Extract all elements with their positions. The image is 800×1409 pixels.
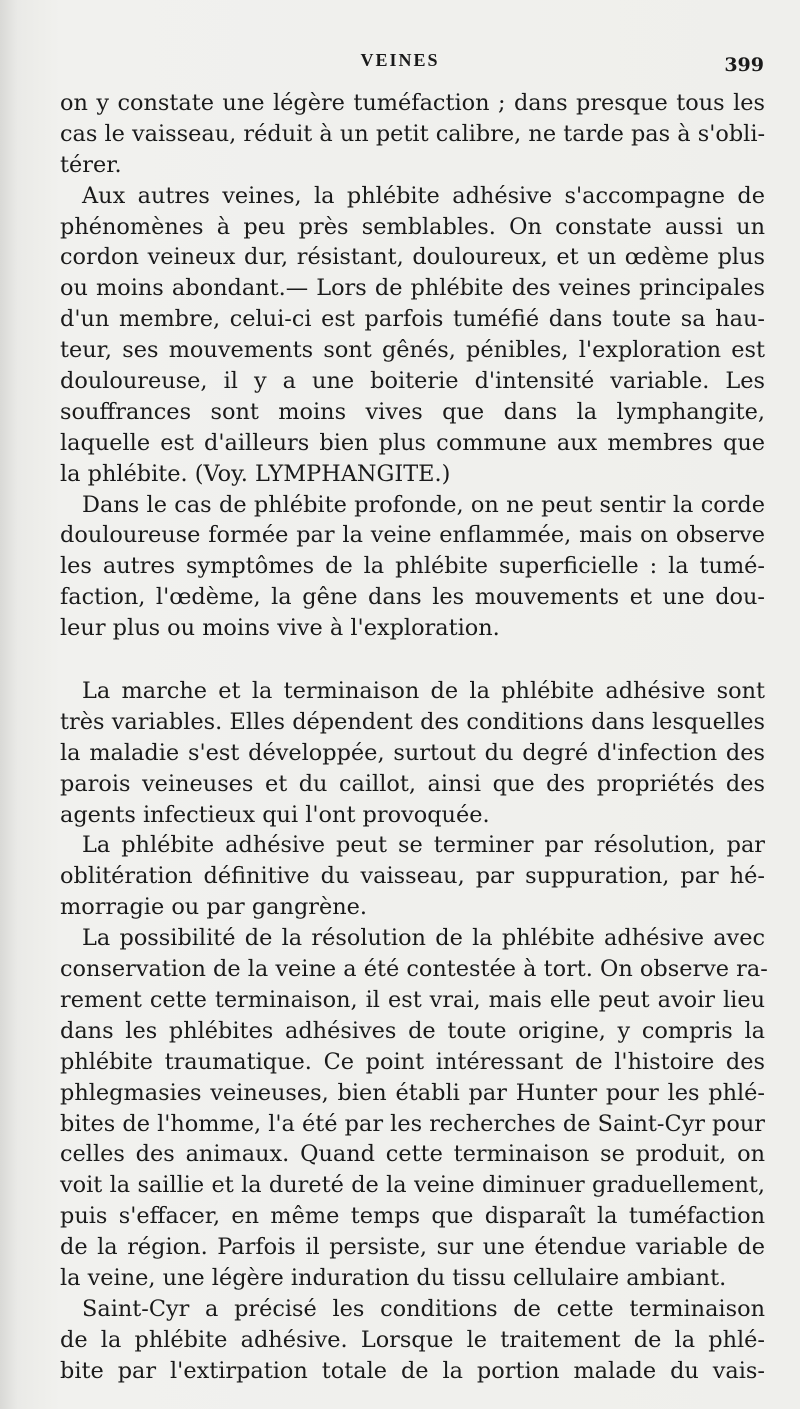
- text-line: de la région. Parfois il persiste, sur une étendue variable de: [60, 1234, 765, 1261]
- text-line: oblitération définitive du vaisseau, par suppuration, par hé-: [60, 863, 765, 890]
- text-line: dans les phlébites adhésives de toute origine, y compris la: [60, 1017, 765, 1044]
- text-line: phlébite traumatique. Ce point intéressant de l'histoire des: [60, 1048, 765, 1075]
- text-line: parois veineuses et du caillot, ainsi que des propriétés des: [60, 770, 765, 797]
- text-line: d'un membre, celui-ci est parfois tuméfié dans toute sa hau-: [60, 306, 765, 333]
- text-line: La possibilité de la résolution de la phlébite adhésive avec: [82, 925, 765, 952]
- text-line: La marche et la terminaison de la phlébite adhésive sont: [82, 678, 765, 705]
- text-line: Saint-Cyr a précisé les conditions de cette terminaison: [82, 1295, 765, 1322]
- paragraph: [60, 490, 765, 644]
- text-line: les autres symptômes de la phlébite superficielle : la tumé-: [60, 553, 765, 580]
- text-line: souffrances sont moins vives que dans la lymphangite,: [60, 398, 765, 425]
- paragraph: [60, 830, 765, 923]
- paragraph-gap: [60, 644, 765, 676]
- text-line: douloureuse formée par la veine enflammée, mais on observe: [60, 522, 765, 549]
- text-line: Aux autres veines, la phlébite adhésive s'accompagne de: [82, 182, 765, 209]
- text-line: térer.: [60, 151, 122, 178]
- text-line: la veine, une légère induration du tissu cellulaire ambiant.: [60, 1264, 727, 1291]
- text-line: agents infectieux qui l'ont provoquée.: [60, 801, 490, 828]
- text-line: très variables. Elles dépendent des conditions dans lesquelles: [60, 708, 765, 735]
- text-line: la phlébite. (Voy. LYMPHANGITE.): [60, 460, 451, 487]
- text-line: cordon veineux dur, résistant, douloureux, et un œdème plus: [60, 244, 765, 271]
- text-line: La phlébite adhésive peut se terminer par résolution, par: [82, 832, 765, 859]
- text-line: ou moins abondant.— Lors de phlébite des veines principales: [60, 275, 765, 302]
- text-line: celles des animaux. Quand cette terminaison se produit, on: [60, 1141, 765, 1168]
- paragraph: [60, 88, 765, 181]
- text-line: faction, l'œdème, la gêne dans les mouvements et une dou-: [60, 584, 765, 611]
- text-line: bite par l'extirpation totale de la portion malade du vais-: [60, 1357, 765, 1384]
- text-line: leur plus ou moins vive à l'exploration.: [60, 615, 500, 642]
- text-line: douloureuse, il y a une boiterie d'intensité variable. Les: [60, 368, 765, 395]
- paragraph: [60, 676, 765, 830]
- paragraph: [60, 923, 768, 1294]
- text-line: bites de l'homme, l'a été par les recherches de Saint-Cyr pour: [60, 1110, 765, 1137]
- paragraph: [60, 1294, 765, 1387]
- running-title: VEINES: [360, 50, 440, 70]
- body-text: [60, 88, 768, 1387]
- text-line: de la phlébite adhésive. Lorsque le traitement de la phlé-: [60, 1326, 765, 1353]
- text-line: voit la saillie et la dureté de la veine diminuer graduellement,: [60, 1172, 765, 1199]
- text-line: Dans le cas de phlébite profonde, on ne peut sentir la corde: [82, 491, 765, 518]
- text-line: phénomènes à peu près semblables. On constate aussi un: [60, 213, 765, 240]
- text-line: puis s'effacer, en même temps que disparaît la tuméfaction: [60, 1203, 765, 1230]
- text-line: phlegmasies veineuses, bien établi par Hunter pour les phlé-: [60, 1079, 765, 1106]
- text-line: on y constate une légère tuméfaction ; dans presque tous les: [60, 90, 765, 116]
- text-line: cas le vaisseau, réduit à un petit calibre, ne tarde pas à s'obli-: [60, 120, 766, 147]
- text-line: laquelle est d'ailleurs bien plus commune aux membres que: [60, 429, 765, 456]
- page-number: 399: [724, 54, 764, 76]
- text-line: morragie ou par gangrène.: [60, 894, 368, 921]
- text-line: la maladie s'est développée, surtout du degré d'infection des: [60, 739, 765, 766]
- text-line: conservation de la veine a été contestée à tort. On observe ra-: [60, 956, 768, 983]
- page-header: [0, 50, 800, 80]
- paragraph: [60, 181, 765, 490]
- text-line: teur, ses mouvements sont gênés, pénibles, l'exploration est: [60, 337, 765, 364]
- text-line: rement cette terminaison, il est vrai, mais elle peut avoir lieu: [60, 986, 765, 1013]
